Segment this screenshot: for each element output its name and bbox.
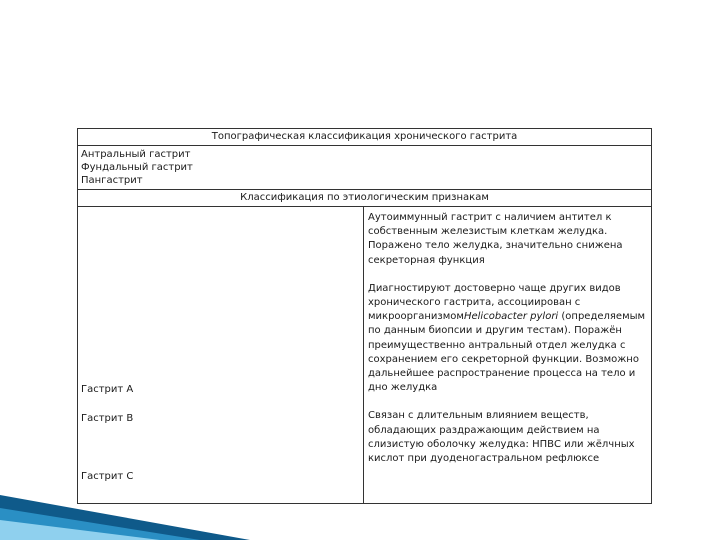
topographic-header-row (78, 129, 652, 146)
gastritis-b-text: Диагностируют достоверно чаще других видов хронического гастрита, ассоциирован с микроорганизмом (368, 282, 621, 323)
topographic-title: Топографическая классификация хронического гастрита (78, 129, 652, 146)
gastritis-labels-cell (78, 207, 364, 504)
classification-table (77, 128, 652, 504)
etiology-header-row (78, 190, 652, 207)
gastritis-b-text-cont: (определяемым по данным биопсии и другим тестам). Поражён преимущественно антральный отдел желудка с сохранением его секреторной функции. Возможно дальнейшее распространение процесса на тело и дно желудка (368, 311, 646, 394)
topographic-list (78, 146, 652, 190)
gastritis-types-row (78, 207, 652, 504)
gastritis-a-label: Гастрит А (81, 384, 134, 395)
topographic-item: Пангастрит (81, 175, 143, 186)
topographic-list-row (78, 146, 652, 190)
gastritis-b-label: Гастрит В (81, 413, 134, 424)
gastritis-a-description: Аутоиммунный гастрит с наличием антител к собственным железистым клеткам желудка. Поражено тело желудка, значительно снижена секреторная функция (368, 212, 623, 266)
etiology-title: Классификация по этиологическим признакам (78, 190, 652, 207)
gastritis-c-description: Связан с длительным влиянием веществ, обладающих раздражающим действием на слизистую оболочку желудка: НПВС или жёлчных кислот при дуоденогастральном рефлюксе (368, 410, 635, 465)
topographic-item: Антральный гастрит (81, 149, 191, 160)
gastritis-c-label: Гастрит С (81, 471, 134, 482)
gastritis-b-description (368, 282, 647, 396)
gastritis-descriptions-cell (364, 207, 652, 504)
topographic-item: Фундальный гастрит (81, 162, 193, 173)
helicobacter-species: Helicobacter pylori (463, 311, 559, 323)
